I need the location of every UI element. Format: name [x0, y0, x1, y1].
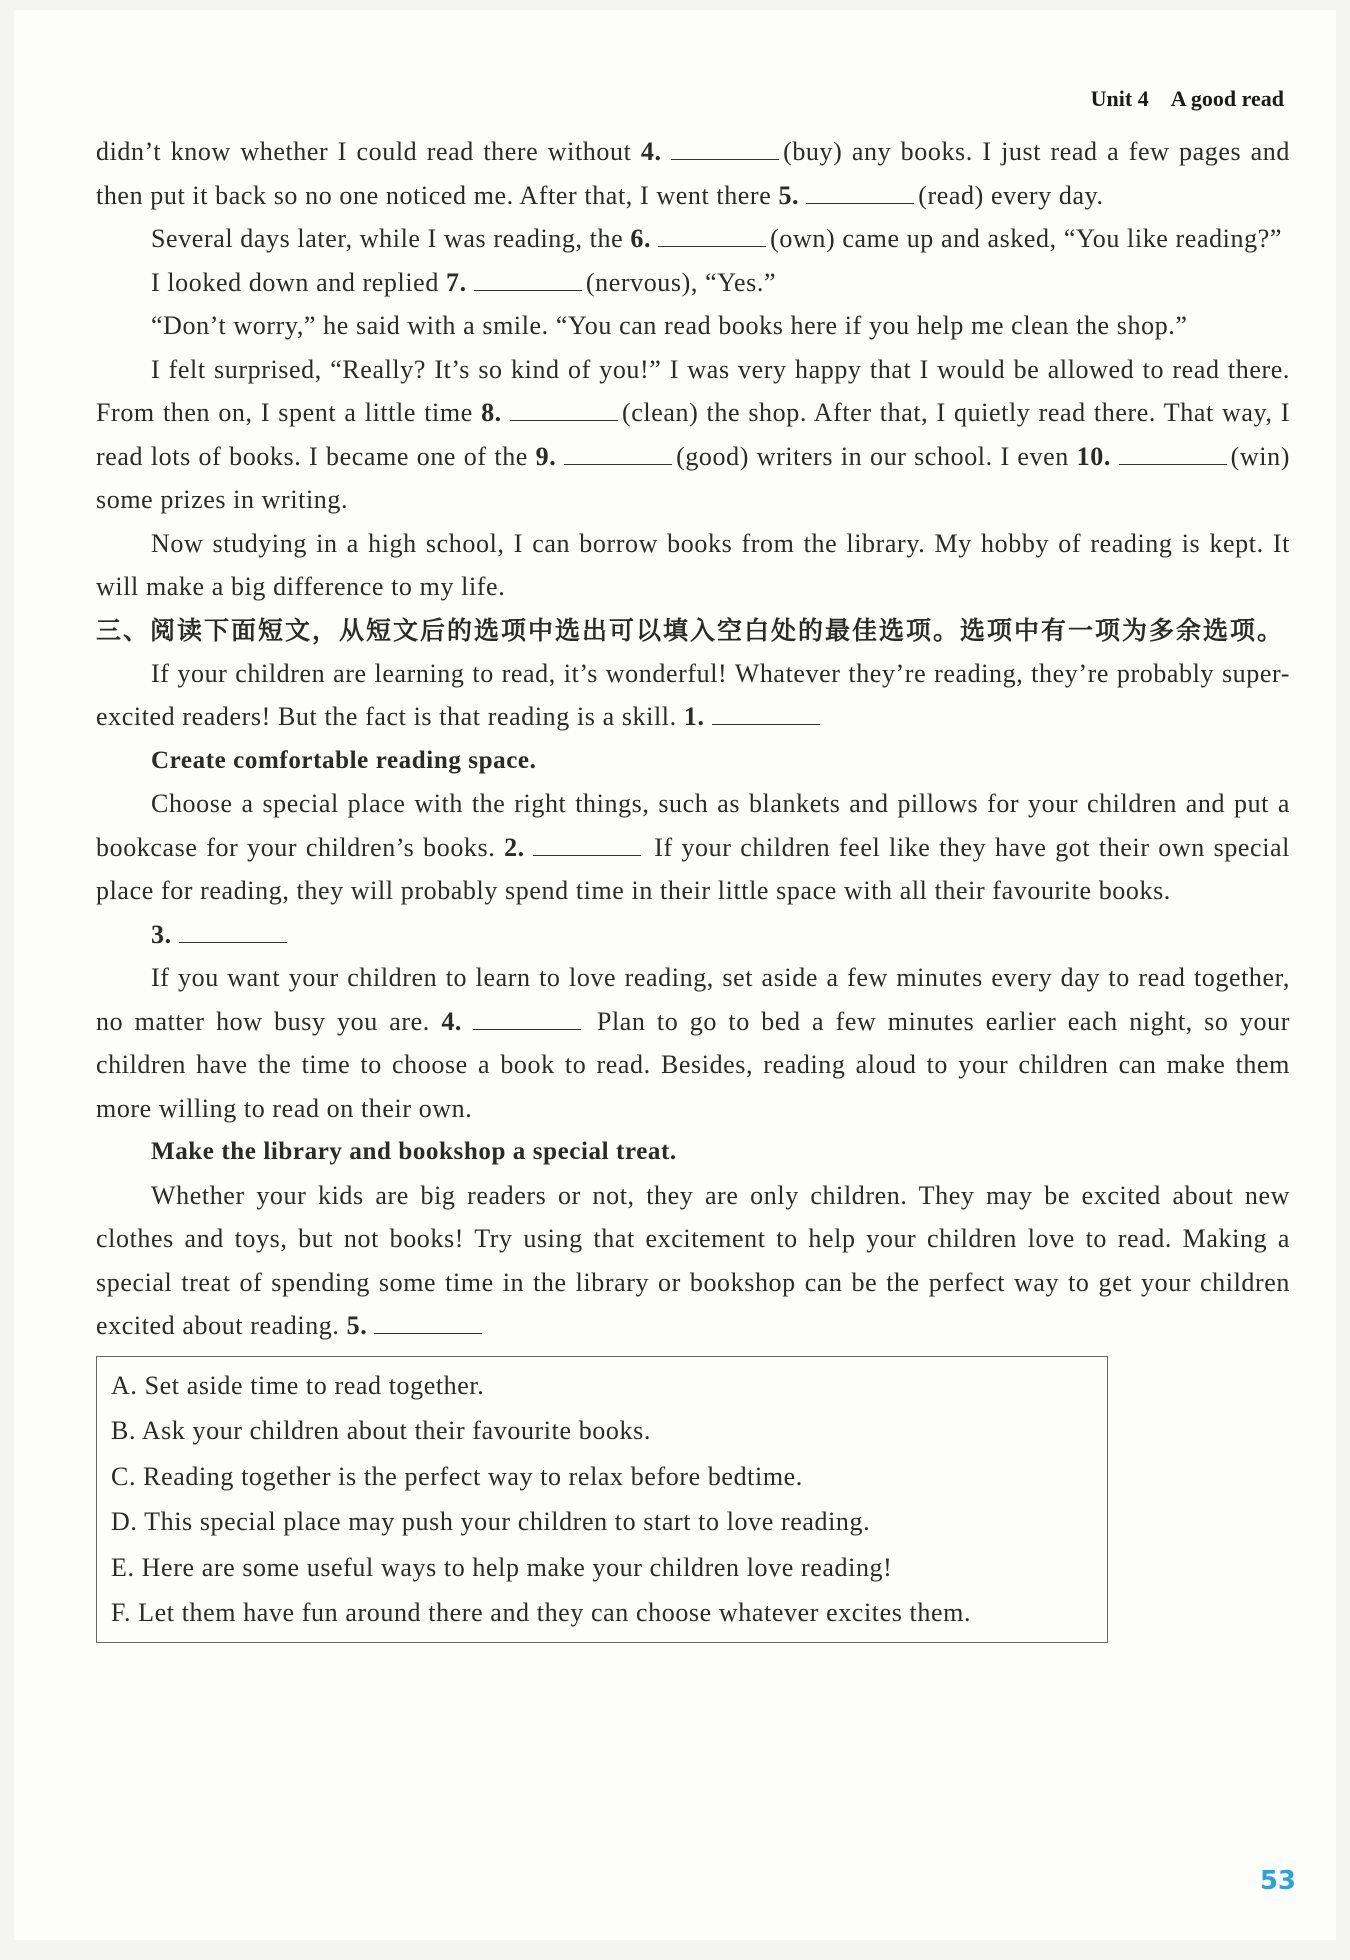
paragraph: [96, 1174, 1290, 1348]
text-run: Whether your kids are big readers or not, they are only children. They may be excited about new clothes and toys, but not books! Try using that excitement to help your children love to read. Making a special treat of spending some time in the library or bookshop can be the perfect way to get your children excited about reading.: [96, 1180, 1290, 1340]
text-run: didn’t know whether I could read there without: [96, 137, 641, 166]
blank-number: 9.: [535, 441, 565, 471]
paragraph: [96, 956, 1290, 1130]
answer-blank[interactable]: [510, 398, 618, 421]
textbook-page: [14, 10, 1336, 1940]
answer-blank[interactable]: [374, 1311, 482, 1334]
answer-blank[interactable]: [1119, 442, 1227, 465]
paragraph: [96, 217, 1290, 261]
text-run: If you want your children to learn to love reading, set aside a few minutes every day to read together, no matter how busy you are.: [96, 963, 1290, 1036]
blank-number: 5.: [778, 180, 807, 210]
blank-number: 4.: [441, 1006, 474, 1036]
subheading: Create comfortable reading space.: [151, 746, 537, 774]
paragraph: [96, 261, 1290, 305]
blank-number: 5.: [346, 1311, 375, 1340]
answer-blank[interactable]: [474, 268, 582, 291]
option-item: E. Here are some useful ways to help make your children love reading!: [111, 1552, 893, 1582]
options-box: [96, 1356, 1108, 1643]
answer-blank[interactable]: [533, 833, 641, 856]
page-number: 53: [1259, 1866, 1296, 1896]
answer-blank[interactable]: [712, 702, 820, 725]
section-three-title: 三、阅读下面短文，从短文后的选项中选出可以填入空白处的最佳选项。选项中有一项为多余选项。: [96, 615, 1285, 645]
passage-continued: [96, 130, 1290, 609]
answer-blank[interactable]: [179, 920, 287, 943]
blank-number: 1.: [683, 702, 712, 731]
paragraph: [96, 782, 1290, 913]
text-run: Plan to go to bed a few minutes earlier each night, so your children have the time to choose a book to read. Besides, reading aloud to your children can make them more willing to read on their own.: [96, 1006, 1290, 1123]
option-item: A. Set aside time to read together.: [111, 1370, 485, 1400]
blank-number: 4.: [640, 137, 672, 166]
text-run: (clean) the shop. After that, I quietly read there. That way, I read lots of books. I became one of the: [96, 398, 1290, 471]
paragraph: [96, 304, 1290, 348]
text-run: (nervous), “Yes.”: [585, 267, 777, 297]
option-item: B. Ask your children about their favourite books.: [111, 1416, 651, 1445]
text-run: (buy) any books. I just read a few pages and then put it back so no one noticed me. After that, I went there: [96, 137, 1290, 210]
text-run: Choose a special place with the right things, such as blankets and pillows for your children and put a bookcase for your children’s books.: [96, 789, 1290, 862]
text-run: (good) writers in our school. I even: [676, 441, 1077, 471]
blank-number: 8.: [481, 398, 510, 427]
subheading: Make the library and bookshop a special treat.: [151, 1138, 677, 1165]
option-item: C. Reading together is the perfect way to relax before bedtime.: [111, 1461, 803, 1491]
blank-number: 2.: [504, 832, 534, 862]
text-run: If your children are learning to read, it’s wonderful! Whatever they’re reading, they’re probably super-excited readers! But the fact is that reading is a skill.: [96, 658, 1290, 731]
text-run: I looked down and replied: [151, 267, 447, 297]
text-run: “Don’t worry,” he said with a smile. “You can read books here if you help me clean the shop.”: [151, 311, 1188, 340]
text-run: I felt surprised, “Really? It’s so kind of you!” I was very happy that I would be allowed to read there. From then on, I spent a little time: [96, 354, 1290, 427]
answer-blank[interactable]: [564, 442, 672, 465]
blank-number: 10.: [1076, 441, 1119, 471]
blank-number: 3.: [151, 919, 172, 949]
page-content: [96, 130, 1290, 1643]
page-header: Unit 4 A good read: [1090, 86, 1284, 111]
answer-blank[interactable]: [473, 1007, 581, 1030]
paragraph: [96, 652, 1290, 739]
text-run: Now studying in a high school, I can borrow books from the library. My hobby of reading is kept. It will make a big difference to my life.: [96, 528, 1290, 601]
text-run: If your children feel like they have got their own special place for reading, they will probably spend time in their little space with all their favourite books.: [96, 832, 1290, 905]
paragraph: [96, 130, 1290, 217]
text-run: (win) some prizes in writing.: [96, 441, 1290, 514]
paragraph: [96, 348, 1290, 522]
text-run: (own) came up and asked, “You like reading?”: [770, 224, 1282, 253]
text-run: (read) every day.: [918, 180, 1104, 210]
blank-number: 7.: [446, 267, 474, 297]
answer-blank[interactable]: [671, 137, 779, 160]
blank-number: 6.: [630, 224, 659, 253]
option-item: D. This special place may push your children to start to love reading.: [111, 1507, 871, 1536]
text-run: Several days later, while I was reading, the: [151, 224, 631, 253]
answer-blank[interactable]: [658, 224, 766, 247]
option-item: F. Let them have fun around there and they can choose whatever excites them.: [111, 1598, 972, 1627]
answer-blank[interactable]: [806, 181, 914, 204]
blank-item-3: [96, 913, 1290, 957]
paragraph: [96, 522, 1290, 609]
